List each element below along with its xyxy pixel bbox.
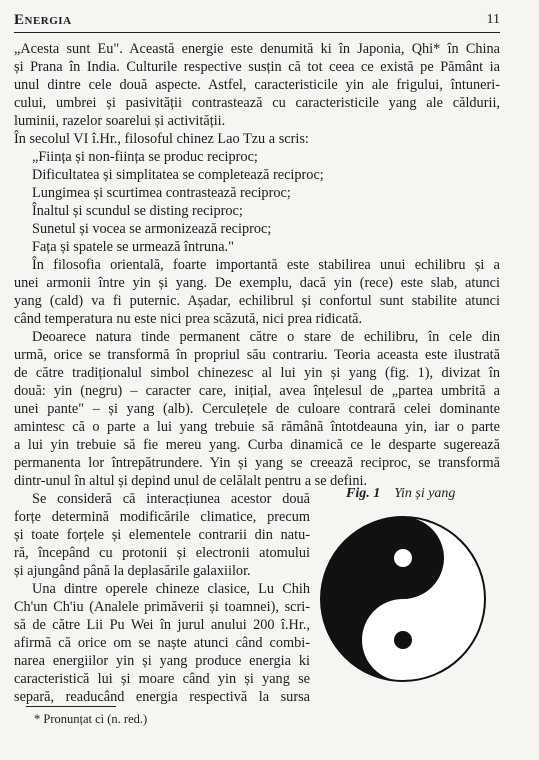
text-line: caracteristică lui și moare când yin și yang se — [14, 671, 310, 687]
figure-yin-yang — [318, 486, 488, 746]
text-line: forțe determină modificările climatice, precum — [14, 509, 310, 525]
text-line: separă, readucând energia respectivă la sursa — [14, 689, 310, 705]
text-line: urmă, orice se transformă în propriul său contrariu. Teoria aceasta este ilustrată — [14, 347, 500, 363]
text-line: amintesc că o parte a lui yang trebuie să rămână întotdeauna yin, iar o parte — [14, 419, 500, 435]
text-line: unei armonii între yin și yang. De exemplu, dacă yin (rece) este slab, atunci — [14, 275, 500, 291]
text-line: când temperatura nu este nici prea scăzută, nici prea ridicată. — [14, 311, 363, 327]
text-line: Una dintre operele chineze clasice, Lu Chih — [32, 581, 310, 597]
section-title: Energia — [14, 12, 72, 28]
text-line: Ch'un Ch'iu (Analele primăverii și toamnei), scri- — [14, 599, 310, 615]
quote-line: Fața și spatele se urmează întruna." — [32, 239, 234, 255]
page-number: 11 — [486, 12, 500, 27]
text-line: unul dintre cele două aspecte. Astfel, caracteristicile yin ale frigului, întuneri- — [14, 77, 500, 93]
figure-title: Yin și yang — [394, 486, 456, 501]
quote-line: Lungimea și scurtimea contrastează reciproc; — [32, 185, 291, 201]
text-line: să de către Lii Pu Wei în jurul anului 200 î.Hr., — [14, 617, 310, 633]
text-line: luminii, razelor soarelui și activității. — [14, 113, 226, 129]
paragraph-left-column — [14, 490, 310, 706]
text-line: Se consideră că interacțiunea acestor două — [32, 491, 310, 507]
text-line: unei pante" – și yang (alb). Cerculețele de culoare contrară celei dominante — [14, 401, 500, 417]
text-line: și Prana în India. Culturile respective susțin că tot ceea ce există pe Pământ ia — [14, 59, 500, 75]
quote-line: Sunetul și vocea se armonizează reciproc; — [32, 221, 272, 237]
quote-line: Dificultatea și simplitatea se completează reciproc; — [32, 167, 324, 183]
text-line: și ajungând până la deplasările galaxiilor. — [14, 563, 251, 579]
text-line: a lui yin trebuie să fie mereu yang. Curba dinamică ce le desparte sugerează — [14, 437, 500, 453]
paragraph-ki-energy — [14, 40, 500, 490]
text-line: ră, începând cu protonii și electronii atomului — [14, 545, 310, 561]
text-line: permanenta lor întrepătrundere. Yin și yang se creează reciproc, se transformă — [14, 455, 500, 471]
text-line: În filosofia orientală, foarte importantă este stabilirea unui echilibru și a — [32, 257, 500, 273]
text-line: două: yin (negru) – caracter care, inițial, avea înțelesul de „partea umbrită a — [14, 383, 500, 399]
text-line: și toate forțele și elementele contrarii din natu- — [14, 527, 310, 543]
text-line: Deoarece natura tinde permanent către o stare de echilibru, în cele din — [32, 329, 500, 345]
lao-tzu-intro: În secolul VI î.Hr., filosoful chinez Lao Tzu a scris: — [14, 131, 309, 147]
quote-line: Înaltul și scundul se disting reciproc; — [32, 203, 243, 219]
figure-label: Fig. 1 — [346, 486, 381, 501]
text-line: cului, umbrei și pasivității contrastează cu caracteristicile yang ale căldurii, — [14, 95, 500, 111]
text-line: afirmă că orice om se naște atunci când combi- — [14, 635, 310, 651]
footnote-divider — [26, 706, 116, 707]
text-line: „Acesta sunt Eu". Această energie este denumită ki în Japonia, Qhi* în China — [14, 41, 500, 57]
text-line: de către tradiționalul simbol chinezesc al lui yin și yang (fig. 1), divizat în — [14, 365, 500, 381]
figure-caption — [346, 486, 455, 502]
text-line: dintr-unul în altul și depind unul de celălalt pentru a se defini. — [14, 473, 368, 489]
yin-yang-symbol — [318, 514, 488, 684]
quote-line: „Ființa și non-ființa se produc reciproc; — [32, 149, 258, 165]
text-line: narea energiilor yin și yang produce energia ki — [14, 653, 310, 669]
text-line: yang (cald) va fi puternic. Așadar, echilibrul și confortul sunt stabilite atunci — [14, 293, 500, 309]
page-header — [14, 10, 500, 33]
footnote: * Pronunțat ci (n. red.) — [34, 712, 148, 726]
